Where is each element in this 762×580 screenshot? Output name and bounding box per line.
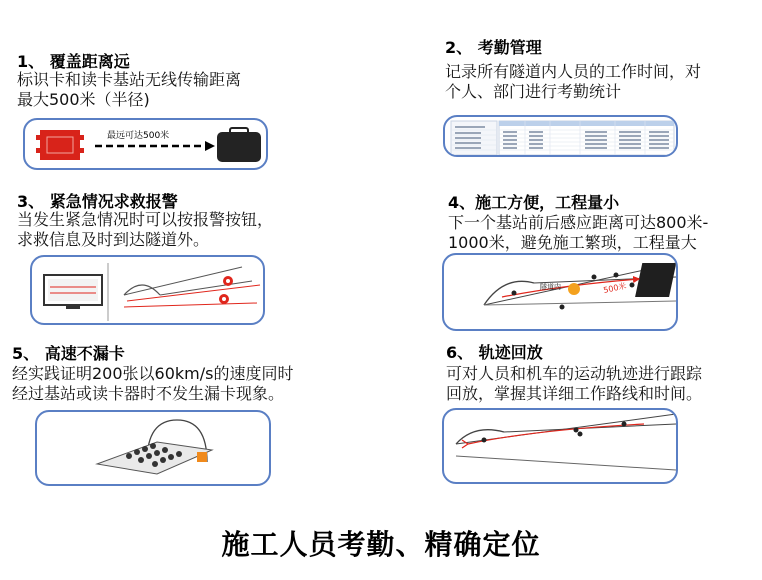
feature-3-description: [17, 210, 273, 250]
feature-3-title: 3、 紧急情况求救报警: [17, 192, 178, 211]
feature-6-description: [446, 364, 702, 404]
feature-2-description: [445, 62, 701, 102]
feature-4-title: 4、施工方便，工程量小: [448, 193, 620, 212]
feature-1-title: 1、 覆盖距离远: [17, 52, 130, 71]
distance-label: 最远可达500米: [107, 131, 170, 141]
feature-1-description: [17, 70, 241, 110]
feature-5-description-line-1: 经实践证明200张以60km/s的速度同时: [12, 364, 294, 383]
base-station-icon: [568, 283, 580, 295]
feature-6-description-line-1: 可对人员和机车的运动轨迹进行跟踪: [446, 364, 703, 383]
feature-2-description-line-1: 记录所有隧道内人员的工作时间，对: [445, 62, 702, 81]
feature-5-description-line-2: 经过基站或读卡器时不发生漏卡现象。: [12, 384, 285, 403]
card-reader-device: [217, 132, 261, 162]
feature-6-description-line-2: 回放，掌握其详细工作路线和时间。: [446, 384, 703, 403]
feature-4-description-line-1: 下一个基站前后感应距离可达800米-: [448, 213, 709, 232]
feature-3-description-line-1: 当发生紧急情况时可以按报警按钮，: [17, 210, 274, 229]
feature-1-description-line-2: 最大500米（半径): [17, 90, 150, 109]
feature-5-description: [12, 364, 293, 404]
card-reader-icon: [197, 452, 207, 462]
feature-4-image-card: [442, 253, 678, 331]
feature-1-description-line-1: 标识卡和读卡基站无线传输距离: [17, 70, 242, 89]
feature-2-description-line-2: 个人、部门进行考勤统计: [445, 82, 622, 101]
tunnel-coverage-illustration: [444, 255, 678, 331]
feature-3-image-card: [30, 255, 265, 325]
feature-5-image-card: [35, 410, 271, 486]
feature-6-title: 6、 轨迹回放: [446, 343, 543, 362]
feature-2-image-card: [443, 115, 678, 157]
feature-4-description-line-2: 1000米，避免施工繁琐，工程量大: [448, 233, 697, 252]
trajectory-playback-illustration: [444, 410, 678, 484]
attendance-table-illustration: [445, 117, 678, 157]
base-station-device: [40, 130, 80, 160]
feature-3-description-line-2: 求救信息及时到达隧道外。: [17, 230, 210, 249]
feature-1-image-card: [23, 118, 268, 170]
feature-6-image-card: [442, 408, 678, 484]
feature-2-title: 2、 考勤管理: [445, 38, 542, 57]
footer-title: 施工人员考勤、精确定位: [221, 528, 541, 561]
emergency-alarm-illustration: [32, 257, 265, 325]
feature-4-description: [448, 213, 708, 253]
feature-5-title: 5、 高速不漏卡: [12, 344, 125, 363]
high-speed-reading-illustration: [37, 412, 271, 486]
transmission-distance-illustration: [25, 120, 268, 170]
range-label: 500米: [602, 281, 628, 295]
tunnel-label: 隧道内: [540, 283, 561, 291]
